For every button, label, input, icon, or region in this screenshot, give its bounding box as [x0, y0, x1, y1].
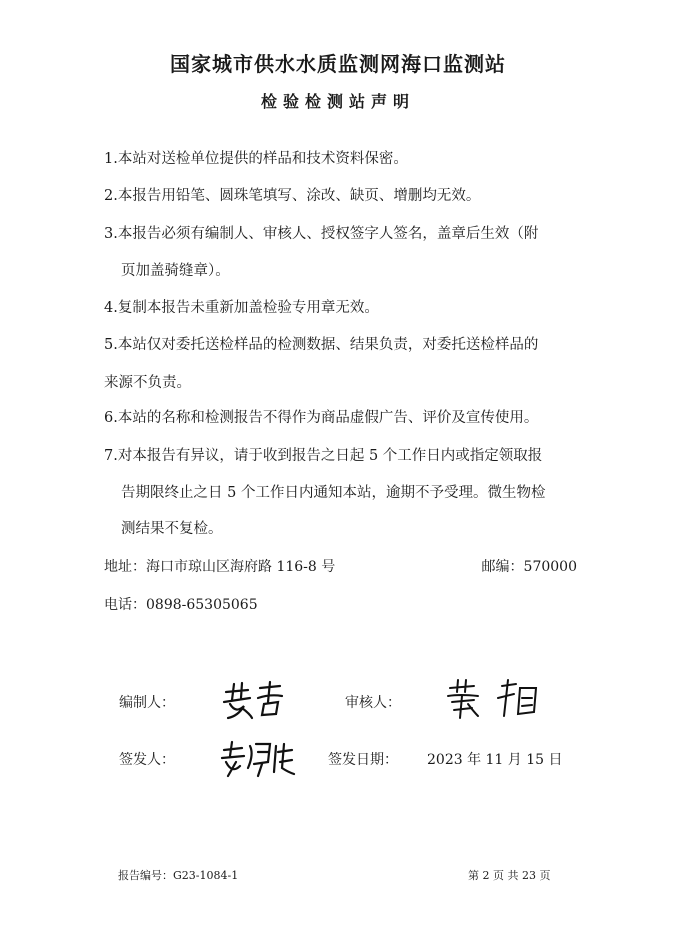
issuer-signature — [218, 738, 298, 778]
statement-6: 6.本站的名称和检测报告不得作为商品虚假广告、评价及宣传使用。 — [104, 410, 539, 426]
statement-3-line-1: 3.本报告必须有编制人、审核人、授权签字人签名，盖章后生效（附 — [104, 226, 539, 242]
report-number: 报告编号：G23-1084-1 — [118, 869, 239, 882]
reviewer-signature — [444, 678, 544, 720]
postcode: 邮编：570000 — [481, 559, 577, 575]
statement-7-line-1: 7.对本报告有异议，请于收到报告之日起 5 个工作日内或指定领取报 — [104, 448, 543, 464]
statement-4: 4.复制本报告未重新加盖检验专用章无效。 — [104, 300, 379, 316]
statement-7-line-3: 测结果不复检。 — [121, 521, 223, 537]
statement-7-line-2: 告期限终止之日 5 个工作日内通知本站，逾期不予受理。微生物检 — [121, 485, 546, 501]
phone: 电话：0898-65305065 — [104, 597, 258, 613]
page-info: 第 2 页 共 23 页 — [468, 869, 551, 882]
compiler-label: 编制人： — [119, 695, 175, 711]
issue-date: 2023 年 11 月 15 日 — [427, 752, 563, 768]
page-title: 国家城市供水水质监测网海口监测站 — [170, 52, 506, 76]
compiler-signature — [220, 680, 290, 720]
reviewer-label: 审核人： — [345, 695, 401, 711]
statement-3-line-2: 页加盖骑缝章）。 — [121, 263, 230, 279]
page-subtitle: 检验检测站声明 — [260, 92, 415, 111]
issuer-label: 签发人： — [119, 752, 175, 768]
statement-1: 1.本站对送检单位提供的样品和技术资料保密。 — [104, 151, 408, 167]
address: 地址：海口市琼山区海府路 116-8 号 — [104, 559, 336, 575]
statement-5-line-2: 来源不负责。 — [104, 375, 191, 391]
statement-5-line-1: 5.本站仅对委托送检样品的检测数据、结果负责，对委托送检样品的 — [104, 337, 539, 353]
issue-date-label: 签发日期： — [328, 752, 398, 768]
statement-2: 2.本报告用铅笔、圆珠笔填写、涂改、缺页、增删均无效。 — [104, 188, 481, 204]
